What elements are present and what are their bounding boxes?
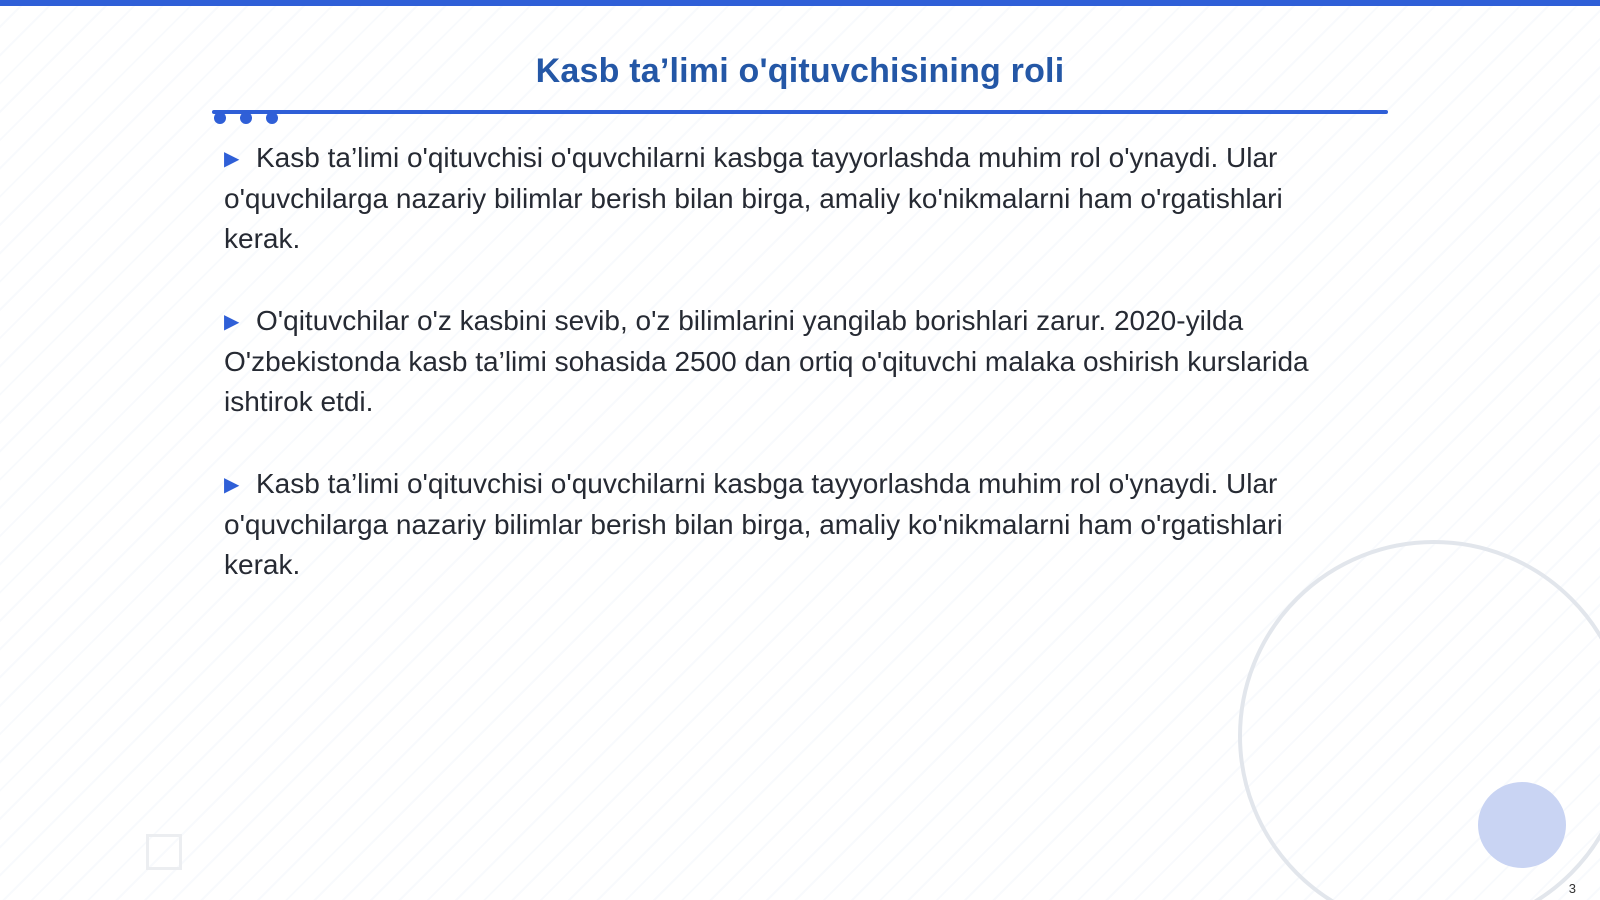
page-number: 3 [1568,881,1576,896]
triangle-bullet-icon: ▶ [224,311,240,333]
bullet-text: Kasb ta’limi o'qituvchisi o'quvchilarni kasbga tayyorlashda muhim rol o'ynaydi. Ular o'quvchilarga nazariy bilimlar berish bilan birga, amaliy ko'nikmalarni ham o'rgatishlari kerak. [224,142,1283,254]
bullet-item [224,464,1354,585]
triangle-bullet-icon: ▶ [224,148,240,170]
bullet-text: Kasb ta’limi o'qituvchisi o'quvchilarni kasbga tayyorlashda muhim rol o'ynaydi. Ular o'quvchilarga nazariy bilimlar berish bilan birga, amaliy ko'nikmalarni ham o'rgatishlari kerak. [224,468,1283,580]
bullet-text: O'qituvchilar o'z kasbini sevib, o'z bilimlarini yangilab borishlari zarur. 2020-yilda O'zbekistonda kasb ta’limi sohasida 2500 dan ortiq o'qituvchi malaka oshirish kurslarida ishtirok etdi. [224,305,1309,417]
top-accent-bar [0,0,1600,6]
title-underline [212,110,1388,114]
decor-dot [266,112,278,124]
decor-circle [1478,782,1566,868]
bullet-item [224,301,1354,422]
bullet-list [224,138,1354,627]
slide-title: Kasb ta’limi o'qituvchisining roli [535,52,1065,90]
decor-dot [240,112,252,124]
bullet-item [224,138,1354,259]
triangle-bullet-icon: ▶ [224,474,240,496]
decor-square [146,834,182,870]
decor-dot [214,112,226,124]
